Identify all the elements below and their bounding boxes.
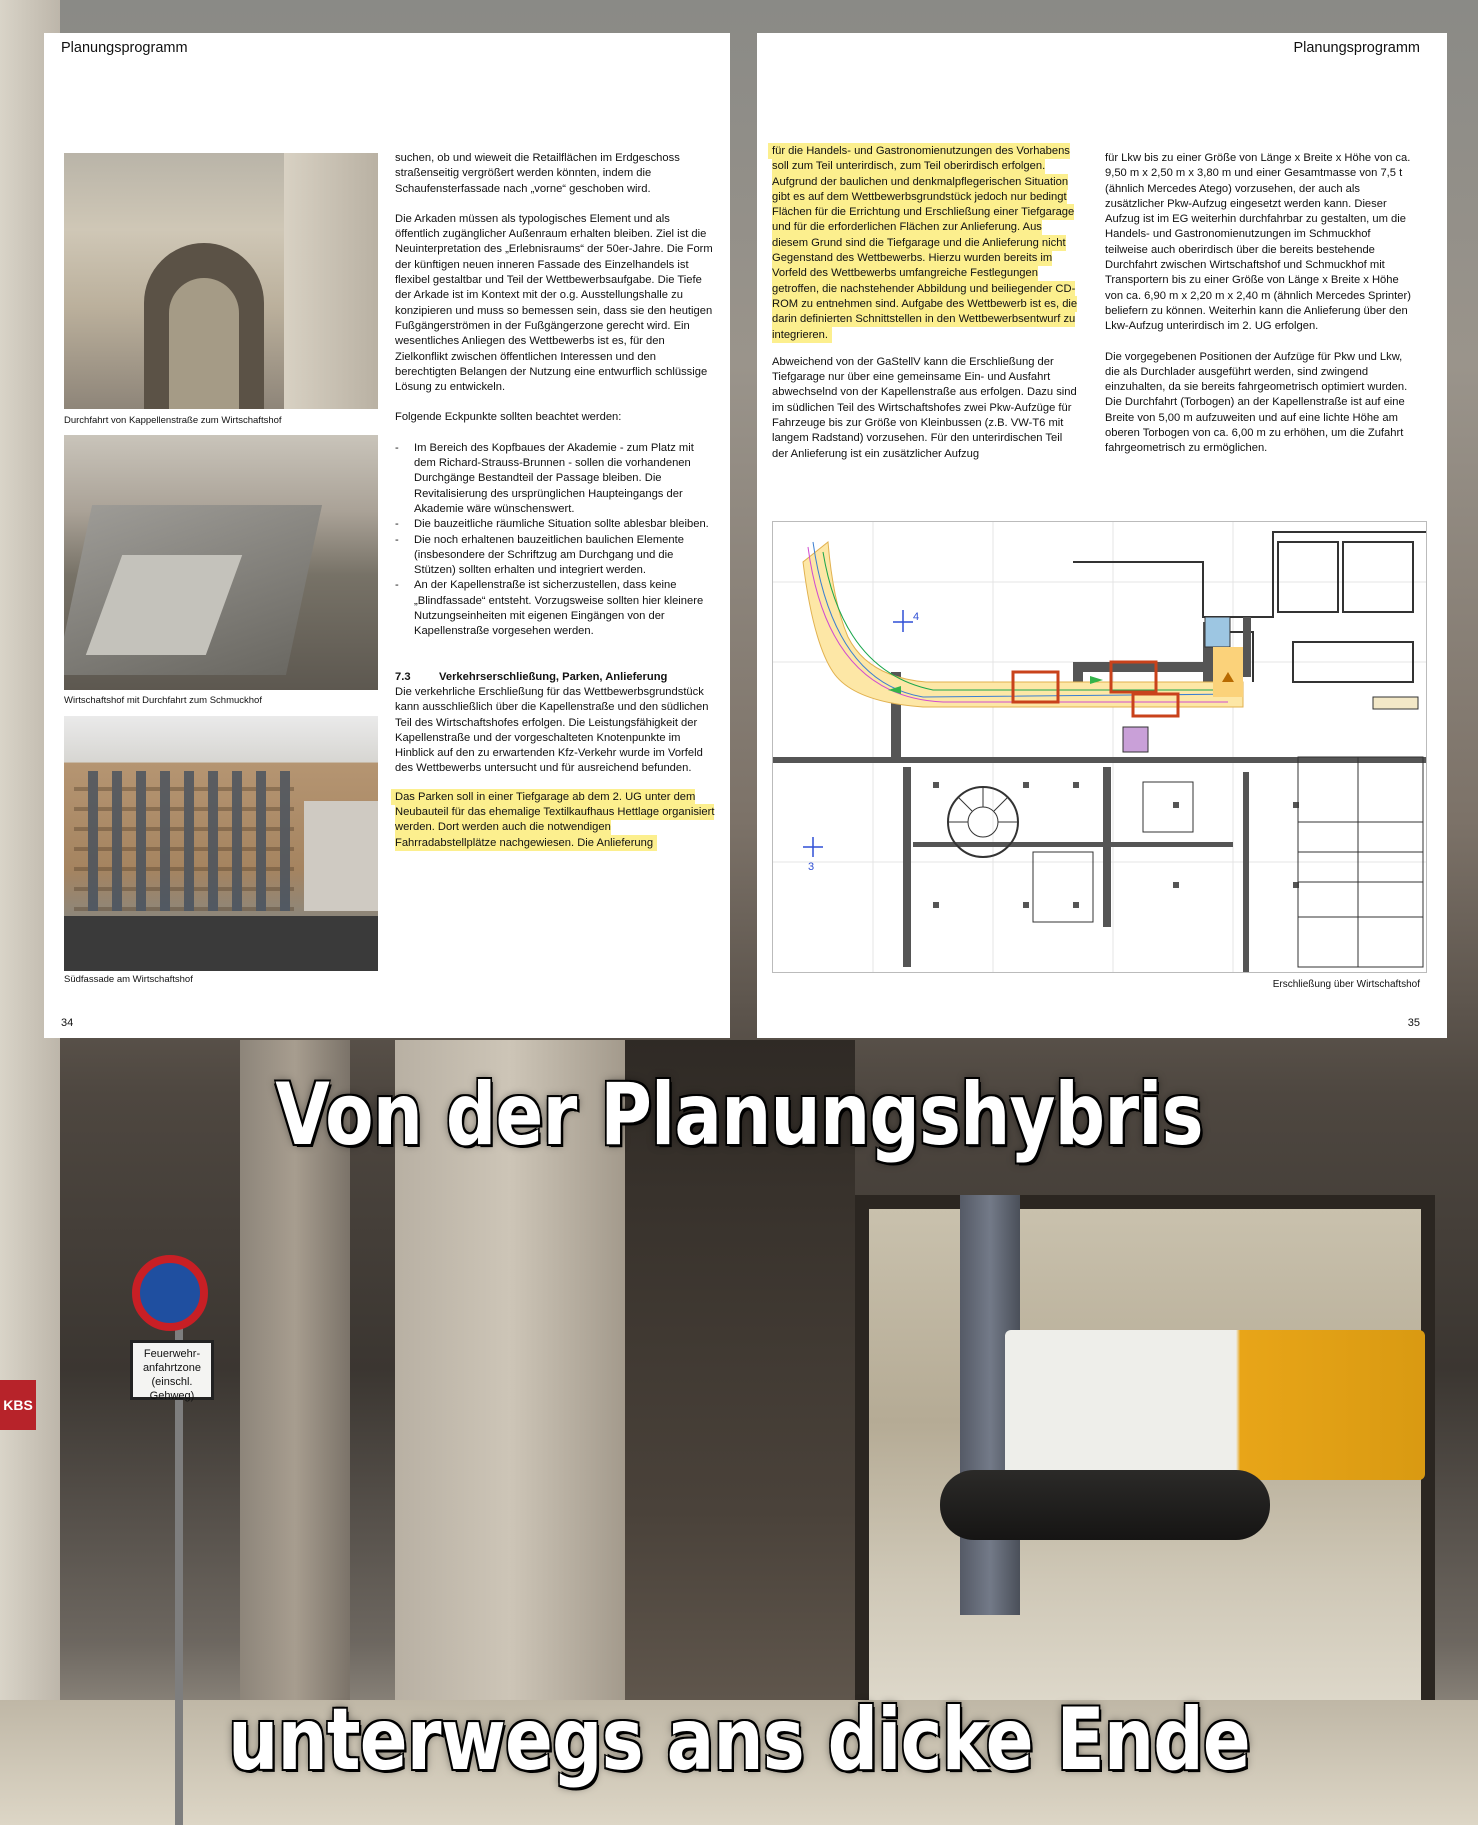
section-heading xyxy=(395,670,715,685)
paragraph: Die Arkaden müssen als typologisches Element und als öffentlich zugänglicher Außenraum erhalten bleiben. Ziel ist die Neuinterpretation des „Erlebnisraums“ der 50er-Jahre. Die Form der künftigen neuen inneren Fassade des Einzelhandels ist flexibel gestaltbar und Teil der Wettbewerbsaufgabe. Die Tiefe der Arkade ist im Kontext mit der o.g. Ausstellungshalle zu konzipieren und muss so bemessen sein, dass sie den heutigen Fußgängerströmen in der Fußgängerzone gerecht wird. Ein wesentliches Anliegen des Wettbewerbs ist es, für den Zielkonflikt zwischen öffentlichen Interessen und den berechtigten Belangen der Nutzung eine entwurflich schlüssige Lösung zu entwickeln. xyxy=(395,212,713,394)
text-column xyxy=(1105,151,1415,472)
list-item: - Die bauzeitliche räumliche Situation sollte ablesbar bleiben. xyxy=(395,517,715,532)
drilling-rig-body xyxy=(1005,1330,1425,1480)
paragraph: Folgende Eckpunkte sollten beachtet werden: xyxy=(395,411,622,424)
section-number: 7.3 xyxy=(395,670,411,683)
photo-passage xyxy=(64,153,378,409)
list-item: - An der Kapellenstraße ist sicherzustellen, dass keine „Blindfassade“ entsteht. Vorzugsweise sollten hier kleinere Nutzungseinheiten mit eigenen Eingängen von der Kapellenstraße vorgesehen werden. xyxy=(395,578,715,639)
photo-caption: Durchfahrt von Kappellenstraße zum Wirtschaftshof xyxy=(64,415,282,426)
document-page-right xyxy=(757,33,1447,1038)
list-item: - Die noch erhaltenen bauzeitlichen baulichen Elemente (insbesondere der Schriftzug am Durchgang und die Stützen) sollten erhalten und integriert werden. xyxy=(395,533,715,579)
photo-caption: Südfassade am Wirtschaftshof xyxy=(64,974,193,985)
site-plan-drawing xyxy=(772,521,1427,973)
paragraph: Die verkehrliche Erschließung für das Wettbewerbsgrundstück kann ausschließlich über die Kapellenstraße und den südlichen Teil des Wirtschaftshofes erfolgen. Die Leistungsfähigkeit der Kapellenstraße und der vorgeschalteten Knotenpunkte im Hinblick auf den zu erwartenden Kfz-Verkehr wurde im Vorfeld des Wettbewerbs untersucht und für ausreichend befunden. xyxy=(395,685,709,775)
paragraph: Die vorgegebenen Positionen der Aufzüge für Pkw und Lkw, die als Durchlader ausgeführt werden, sind zwingend einzuhalten, da sie bereits fahrgeometrisch optimiert wurden. Die Durchfahrt (Torbogen) an der Kapellenstraße ist auf eine Breite von 5,00 m aufzuweiten und auf eine lichte Höhe am oberen Torbogen von ca. 6,00 m zu erhöhen, um die Zufahrt fahrgeometrisch zu ermöglichen. xyxy=(1105,350,1408,455)
photo-caption: Wirtschaftshof mit Durchfahrt zum Schmuckhof xyxy=(64,695,262,706)
page-number: 34 xyxy=(61,1017,74,1029)
plan-caption: Erschließung über Wirtschaftshof xyxy=(1272,979,1420,990)
kbs-sign: KBS xyxy=(0,1380,36,1430)
highlighted-paragraph: Das Parken soll in einer Tiefgarage ab dem 2. UG unter dem Neubauteil für das ehemalige Textilkaufhaus Hettlage organisiert werden. Dort werden auch die notwendigen Fahrradabstellplätze nachgewiesen. Die Anlieferung xyxy=(391,789,714,851)
document-page-left xyxy=(44,33,730,1038)
headline-line-1: Von der Planungshybris xyxy=(275,1065,1203,1165)
text-column xyxy=(395,151,715,866)
list-item: - Im Bereich des Kopfbaues der Akademie - zum Platz mit dem Richard-Strauss-Brunnen - sollen die vorhandenen Durchgänge Bestandteil der Passage bleiben. Die Revitalisierung des ursprünglichen Haupteingangs der Akademie wäre wünschenswert. xyxy=(395,441,715,517)
paragraph: für Lkw bis zu einer Größe von Länge x Breite x Höhe von ca. 9,50 m x 2,50 m x 3,80 m und einer Gesamtmasse von 7,5 t (ähnlich Mercedes Atego) vorzusehen, der auch als zusätzlicher Pkw-Aufzug eingesetzt werden kann. Dieser Aufzug ist im EG weiterhin durchfahrbar zu gestalten, um die Handels- und Gastronomienutzungen im Schmuckhof teilweise auch oberirdisch über die bereits bestehende Durchfahrt zwischen Wirtschaftshof und Schmuckhof mit Transportern bis zu einer Größe von Länge x Breite x Höhe von ca. 6,90 m x 2,20 m x 2,40 m (ähnlich Mercedes Sprinter) beliefern zu können. Weiterhin kann die Anlieferung über den Lkw-Aufzug unterirdisch im 2. UG erfolgen. xyxy=(1105,152,1411,333)
photo-courtyard xyxy=(64,435,378,690)
highlighted-paragraph: für die Handels- und Gastronomienutzungen des Vorhabens soll zum Teil unterirdisch, zum Teil oberirdisch erfolgen. Aufgrund der baulichen und denkmalpflegerischen Situation gibt es auf dem Wettbewerbsgrundstück jedoch nur bedingt Flächen für die Errichtung und Erschließung einer Tiefgarage und für die erforderlichen Flächen zur Anlieferung. Aus diesem Grund sind die Tiefgarage und die Anlieferung nicht Gegenstand des Wettbewerbs. Hierzu wurden bereits im Vorfeld des Wettbewerbs umfangreiche Festlegungen getroffen, die nachstehender Abbildung und beiliegender CD-ROM zu entnehmen sind. Aufgabe des Wettbewerb ist es, die darin definierten Schnittstellen in den Wettbewerbsentwurf zu integrieren. xyxy=(768,143,1077,343)
section-marker-label: 4 xyxy=(913,611,920,623)
text-column xyxy=(772,144,1079,477)
paragraph: suchen, ob und wieweit die Retailflächen im Erdgeschoss straßenseitig vergrößert werden könnten, indem die Schaufensterfassade nach „vorne“ geschoben wird. xyxy=(395,152,680,195)
paragraph: Abweichend von der GaStellV kann die Erschließung der Tiefgarage nur über eine gemeinsame Ein- und Ausfahrt abwechselnd von der Kapellenstraße aus erfolgen. Dazu sind im südlichen Teil des Wirtschaftshofes zwei Pkw-Aufzüge für Fahrzeuge bis zur Größe von Kleinbussen (z.B. VW-T6 mit langem Radstand) vorzusehen. Für den unterirdischen Teil der Anlieferung ist ein zusätzlicher Aufzug xyxy=(772,355,1077,460)
fire-lane-sign: Feuerwehr-anfahrtzone (einschl. Gehweg) xyxy=(130,1340,214,1400)
page-number: 35 xyxy=(1407,1017,1420,1029)
photo-south-facade xyxy=(64,716,378,971)
page-header: Planungsprogramm xyxy=(61,40,188,56)
bullet-list xyxy=(395,441,715,640)
section-marker-label: 3 xyxy=(808,861,815,873)
section-title: Verkehrserschließung, Parken, Anlieferung xyxy=(439,670,668,683)
no-stopping-sign-icon xyxy=(132,1255,208,1331)
page-header: Planungsprogramm xyxy=(1293,40,1420,56)
site-plan-svg xyxy=(773,522,1426,972)
drilling-rig-track xyxy=(940,1470,1270,1540)
headline-line-2: unterwegs ans dicke Ende xyxy=(228,1690,1250,1790)
